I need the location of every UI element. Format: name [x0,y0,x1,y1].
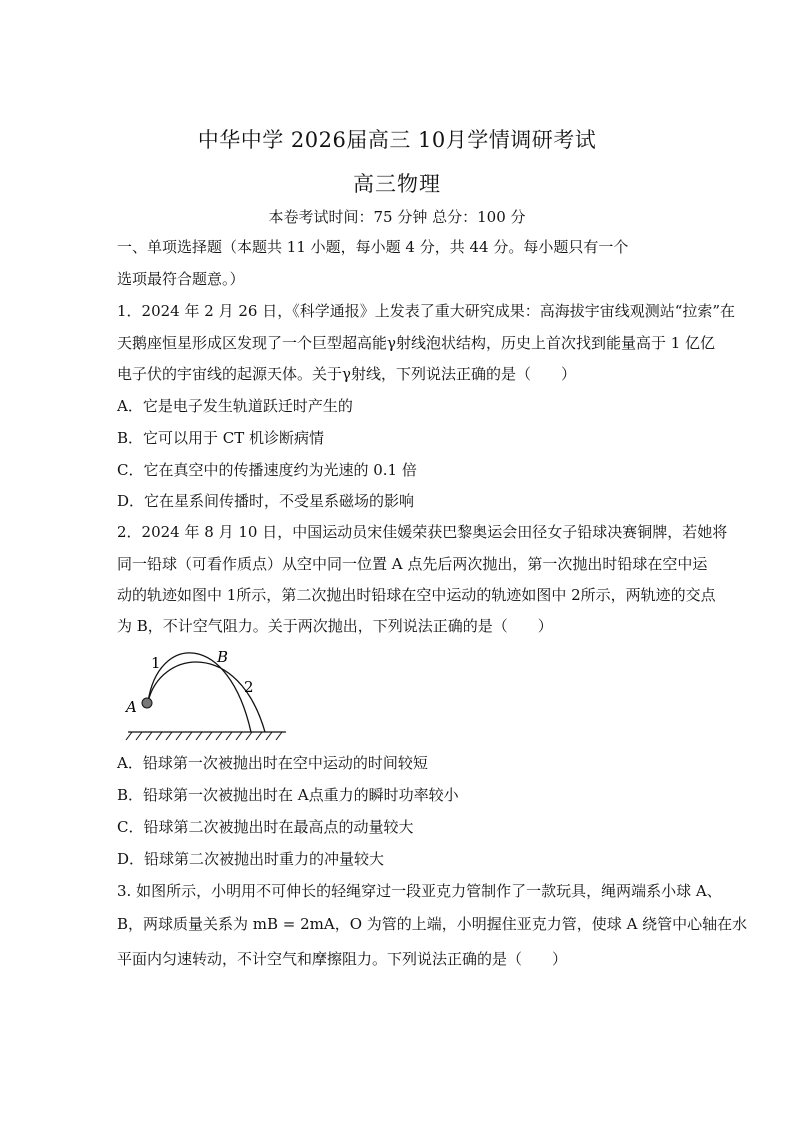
label-a: A [126,698,137,716]
q2-stem-line3: 动的轨迹如图中 1所示，第二次抛出时铅球在空中运动的轨迹如图中 2所示，两轨迹的交点 [117,586,716,604]
section-heading-line2: 选项最符合题意。） [117,270,245,288]
q2-option-a: A．铅球第一次被抛出时在空中运动的时间较短 [117,754,428,772]
q1-stem-line3: 电子伏的宇宙线的起源天体。关于γ射线，下列说法正确的是（ ） [117,365,576,383]
ball-at-a [142,698,152,708]
q1-stem-line1: 1．2024 年 2 月 26 日，《科学通报》上发表了重大研究成果：高海拔宇宙线观测站“拉索”在 [117,302,736,320]
label-1: 1 [151,654,161,672]
label-b: B [217,648,229,666]
q3-stem-line1: 3. 如图所示，小明用不可伸长的轻绳穿过一段亚克力管制作了一款玩具，绳两端系小球 A、 [117,882,722,900]
q3-stem-line3: 平面内匀速转动，不计空气和摩擦阻力。下列说法正确的是（ ） [117,950,568,968]
q2-option-d: D．铅球第二次被抛出时重力的冲量较大 [117,850,385,868]
exam-info: 本卷考试时间：75 分钟 总分：100 分 [268,208,526,226]
ground-hatching [126,732,282,740]
q2-stem-line4: 为 B，不计空气阻力。关于两次抛出，下列说法正确的是（ ） [117,617,553,635]
trajectory-2 [148,662,265,732]
q2-option-b: B．铅球第一次被抛出时在 A点重力的瞬时功率较小 [117,786,459,804]
q1-option-a: A．它是电子发生轨道跃迁时产生的 [117,397,353,415]
q3-stem-line2: B，两球质量关系为 mB = 2mA，O 为管的上端，小明握住亚克力管，使球 A 绕管中心轴在水 [117,915,748,933]
exam-title: 中华中学 2026届高三 10月学情调研考试 [197,128,597,152]
subject-title: 高三物理 [353,172,441,196]
q1-option-c: C．它在真空中的传播速度约为光速的 0.1 倍 [117,461,417,479]
q2-stem-line2: 同一铅球（可看作质点）从空中同一位置 A 点先后两次抛出，第一次抛出时铅球在空中运 [117,555,708,573]
q2-stem-line1: 2．2024 年 8 月 10 日，中国运动员宋佳媛荣获巴黎奥运会田径女子铅球决赛铜牌，若她将 [117,523,728,541]
label-2: 2 [244,678,254,696]
q2-option-c: C．铅球第二次被抛出时在最高点的动量较大 [117,818,414,836]
trajectory-1 [148,653,251,732]
section-heading-line1: 一、单项选择题（本题共 11 小题，每小题 4 分，共 44 分。每小题只有一个 [117,238,629,256]
q1-option-b: B．它可以用于 CT 机诊断病情 [117,429,325,447]
projectile-trajectory-figure [118,640,290,746]
q1-stem-line2: 天鹅座恒星形成区发现了一个巨型超高能γ射线泡状结构，历史上首次找到能量高于 1 亿亿 [117,334,716,352]
q1-option-d: D．它在星系间传播时，不受星系磁场的影响 [117,492,415,510]
